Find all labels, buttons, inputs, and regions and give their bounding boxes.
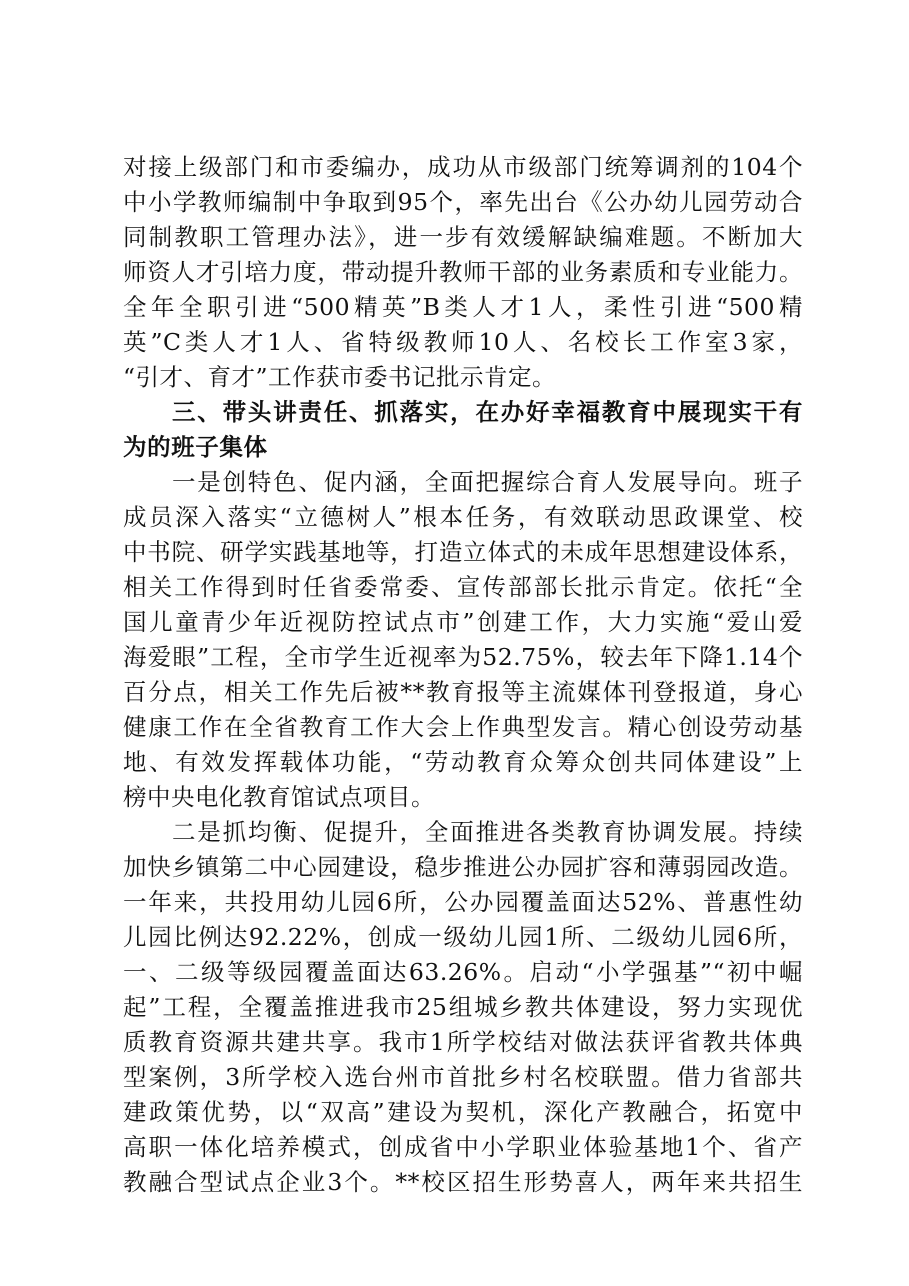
paragraph-line: 质教育资源共建共享。我市1所学校结对做法获评省教共体典 [123, 1028, 803, 1056]
paragraph-line: 教融合型试点企业3个。**校区招生形势喜人，两年来共招生 [123, 1168, 803, 1196]
paragraph-line: 国儿童青少年近视防控试点市”创建工作，大力实施“爱山爱 [123, 608, 803, 636]
paragraph-line: 同制教职工管理办法》，进一步有效缓解缺编难题。不断加大 [123, 223, 803, 251]
paragraph-line: 师资人才引培力度，带动提升教师干部的业务素质和专业能力。 [123, 258, 803, 286]
paragraph-line: 儿园比例达92.22%，创成一级幼儿园1所、二级幼儿园6所， [123, 923, 803, 951]
paragraph-line: 相关工作得到时任省委常委、宣传部部长批示肯定。依托“全 [123, 573, 803, 601]
paragraph-line: 二是抓均衡、促提升，全面推进各类教育协调发展。持续 [172, 818, 803, 846]
paragraph-line: 一、二级等级园覆盖面达63.26%。启动“小学强基”“初中崛 [123, 958, 803, 986]
paragraph-line: 高职一体化培养模式，创成省中小学职业体验基地1个、省产 [123, 1133, 803, 1161]
paragraph-line: 英”C类人才1人、省特级教师10人、名校长工作室3家， [123, 328, 803, 356]
paragraph-line: 型案例，3所学校入选台州市首批乡村名校联盟。借力省部共 [123, 1063, 803, 1091]
paragraph-line: 地、有效发挥载体功能，“劳动教育众筹众创共同体建设”上 [123, 748, 803, 776]
paragraph-line: 成员深入落实“立德树人”根本任务，有效联动思政课堂、校 [123, 503, 803, 531]
paragraph-line: 加快乡镇第二中心园建设，稳步推进公办园扩容和薄弱园改造。 [123, 853, 803, 881]
section-heading: 三、带头讲责任、抓落实，在办好幸福教育中展现实干有 [172, 398, 803, 426]
paragraph-line: 海爱眼”工程，全市学生近视率为52.75%，较去年下降1.14个 [123, 643, 803, 671]
paragraph-line: 对接上级部门和市委编办，成功从市级部门统筹调剂的104个 [123, 153, 803, 181]
paragraph-line: 中小学教师编制中争取到95个，率先出台《公办幼儿园劳动合 [123, 188, 803, 216]
paragraph-line: “引才、育才”工作获市委书记批示肯定。 [123, 363, 557, 391]
paragraph-line: 全年全职引进“500精英”B类人才1人，柔性引进“500精 [123, 293, 803, 321]
paragraph-line: 一是创特色、促内涵，全面把握综合育人发展导向。班子 [172, 468, 803, 496]
paragraph-line: 健康工作在全省教育工作大会上作典型发言。精心创设劳动基 [123, 713, 803, 741]
paragraph-line: 一年来，共投用幼儿园6所，公办园覆盖面达52%、普惠性幼 [123, 888, 803, 916]
section-heading: 为的班子集体 [123, 433, 268, 461]
paragraph-line: 中书院、研学实践基地等，打造立体式的未成年思想建设体系， [123, 538, 803, 566]
paragraph-line: 起”工程，全覆盖推进我市25组城乡教共体建设，努力实现优 [123, 993, 803, 1021]
paragraph-line: 百分点，相关工作先后被**教育报等主流媒体刊登报道，身心 [123, 678, 803, 706]
paragraph-line: 建政策优势，以“双高”建设为契机，深化产教融合，拓宽中 [123, 1098, 803, 1126]
paragraph-line: 榜中央电化教育馆试点项目。 [123, 783, 435, 811]
